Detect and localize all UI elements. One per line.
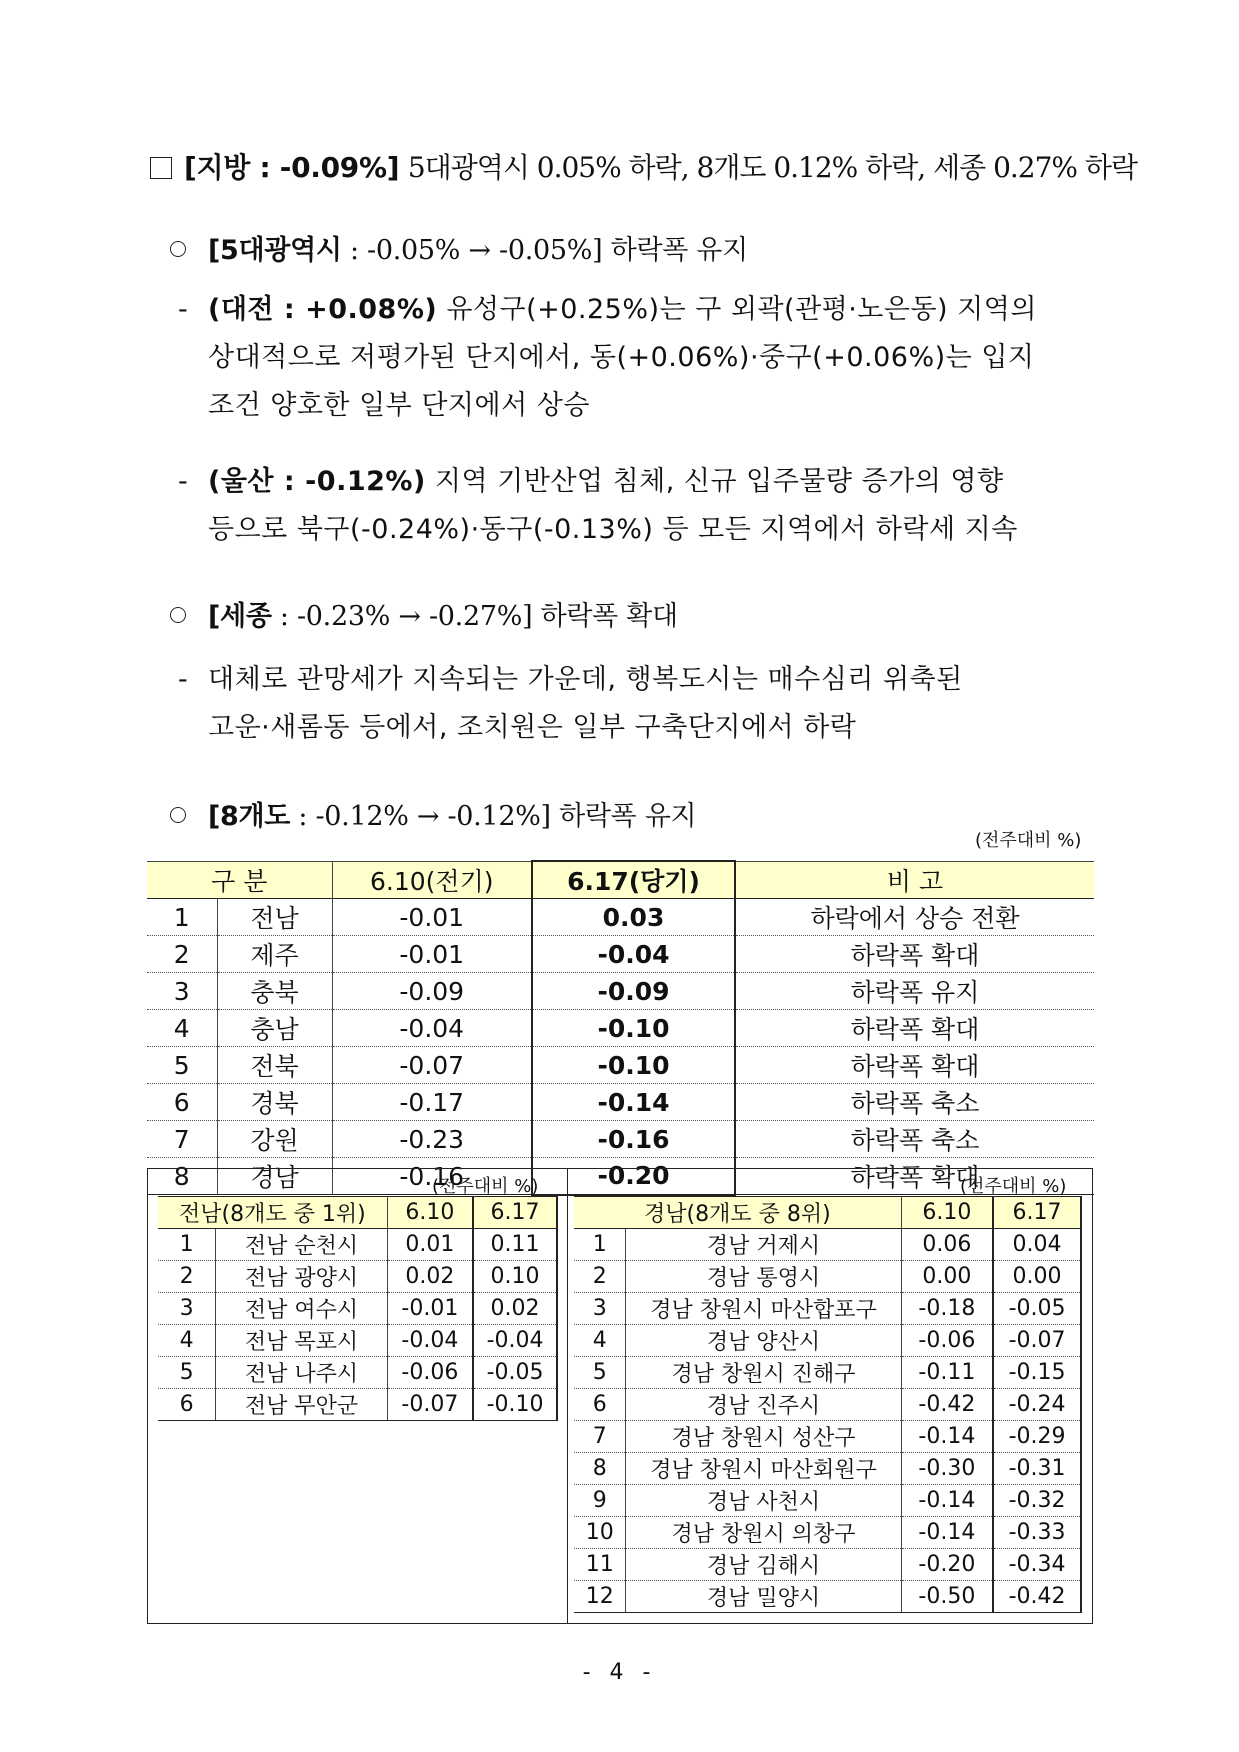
prev-value-cell: 0.02 bbox=[387, 1261, 473, 1293]
cur-value-cell: -0.10 bbox=[532, 1010, 735, 1047]
circle-bullet-icon bbox=[170, 807, 186, 823]
table-row bbox=[574, 1517, 1081, 1549]
gyeongnam-header-title: 경남(8개도 중 8위) bbox=[574, 1197, 901, 1229]
rank-cell: 4 bbox=[574, 1325, 626, 1357]
rank-cell: 11 bbox=[574, 1549, 626, 1581]
table-row bbox=[147, 899, 1094, 936]
city-name-cell: 경남 사천시 bbox=[626, 1485, 901, 1517]
note-cell: 하락폭 축소 bbox=[735, 1084, 1094, 1121]
note-cell: 하락폭 확대 bbox=[735, 1158, 1094, 1195]
table-row bbox=[158, 1357, 557, 1389]
metro-heading bbox=[170, 228, 748, 267]
rank-cell: 8 bbox=[574, 1453, 626, 1485]
table-row bbox=[147, 1047, 1094, 1084]
cur-value-cell: -0.04 bbox=[532, 936, 735, 973]
region-cell: 경북 bbox=[217, 1084, 332, 1121]
rank-cell: 1 bbox=[158, 1229, 216, 1261]
prev-value-cell: -0.14 bbox=[901, 1421, 993, 1453]
cur-value-cell: 0.02 bbox=[473, 1293, 557, 1325]
prev-value-cell: -0.20 bbox=[901, 1549, 993, 1581]
header-cur: 6.17(당기) bbox=[532, 861, 735, 899]
jeonnam-header-prev: 6.10 bbox=[387, 1197, 473, 1229]
table-row bbox=[574, 1293, 1081, 1325]
table-row bbox=[158, 1293, 557, 1325]
table-row bbox=[574, 1357, 1081, 1389]
prev-value-cell: -0.50 bbox=[901, 1581, 993, 1613]
prev-value-cell: -0.07 bbox=[387, 1389, 473, 1421]
sejong-paragraph: - 대체로 관망세가 지속되는 가운데, 행복도시는 매수심리 위축된 고운·새롬동 등에서, 조치원은 일부 구축단지에서 하락 bbox=[178, 656, 1092, 752]
city-name-cell: 전남 목포시 bbox=[216, 1325, 387, 1357]
cur-value-cell: -0.10 bbox=[473, 1389, 557, 1421]
sejong-text: 하락폭 확대 bbox=[540, 601, 678, 632]
prev-value-cell: -0.01 bbox=[387, 1293, 473, 1325]
cur-value-cell: -0.33 bbox=[993, 1517, 1081, 1549]
daejeon-paragraph: - (대전 : +0.08%) 유성구(+0.25%)는 구 외곽(관평·노은동) 지역의 상대적으로 저평가된 단지에서, 동(+0.06%)·중구(+0.06%)는 입지 조건 양호한 일부 단지에서 상승 bbox=[178, 286, 1092, 430]
cur-value-cell: -0.29 bbox=[993, 1421, 1081, 1453]
cur-value-cell: -0.14 bbox=[532, 1084, 735, 1121]
provinces-label: [8개도 bbox=[208, 801, 291, 832]
rank-cell: 2 bbox=[147, 936, 217, 973]
table-row bbox=[158, 1325, 557, 1357]
table-row bbox=[574, 1581, 1081, 1613]
summary-label: [지방 : -0.09%] bbox=[184, 151, 400, 184]
ulsan-line2: 등으로 북구(-0.24%)·동구(-0.13%) 등 모든 지역에서 하락세 지속 bbox=[208, 514, 1018, 545]
provinces-change: : -0.12% → -0.12%] bbox=[298, 801, 551, 832]
rank-cell: 3 bbox=[158, 1293, 216, 1325]
prev-value-cell: -0.06 bbox=[387, 1357, 473, 1389]
note-cell: 하락폭 확대 bbox=[735, 936, 1094, 973]
table-row bbox=[158, 1389, 557, 1421]
gyeongnam-table bbox=[574, 1196, 1082, 1613]
rank-cell: 4 bbox=[158, 1325, 216, 1357]
rank-cell: 5 bbox=[158, 1357, 216, 1389]
rank-cell: 12 bbox=[574, 1581, 626, 1613]
rank-cell: 10 bbox=[574, 1517, 626, 1549]
prev-value-cell: -0.18 bbox=[901, 1293, 993, 1325]
cur-value-cell: -0.09 bbox=[532, 973, 735, 1010]
prev-value-cell: -0.14 bbox=[901, 1517, 993, 1549]
rank-cell: 1 bbox=[147, 899, 217, 936]
city-name-cell: 경남 창원시 마산합포구 bbox=[626, 1293, 901, 1325]
cur-value-cell: -0.16 bbox=[532, 1121, 735, 1158]
header-category: 구 분 bbox=[147, 861, 332, 899]
city-name-cell: 전남 여수시 bbox=[216, 1293, 387, 1325]
provinces-heading bbox=[170, 794, 696, 833]
city-name-cell: 경남 김해시 bbox=[626, 1549, 901, 1581]
unit-label: (전주대비 %) bbox=[975, 830, 1082, 851]
sejong-line1: 대체로 관망세가 지속되는 가운데, 행복도시는 매수심리 위축된 bbox=[208, 664, 963, 695]
daejeon-label: (대전 : +0.08%) bbox=[208, 294, 438, 325]
circle-bullet-icon bbox=[170, 607, 186, 623]
city-name-cell: 전남 무안군 bbox=[216, 1389, 387, 1421]
rank-cell: 4 bbox=[147, 1010, 217, 1047]
cur-value-cell: -0.32 bbox=[993, 1485, 1081, 1517]
prev-value-cell: 0.00 bbox=[901, 1261, 993, 1293]
gyeongnam-unit-label: (전주대비 %) bbox=[960, 1176, 1067, 1197]
provinces-table bbox=[147, 860, 1094, 1196]
ulsan-line1: 지역 기반산업 침체, 신규 입주물량 증가의 영향 bbox=[434, 466, 1004, 497]
header-prev: 6.10(전기) bbox=[332, 861, 532, 899]
city-name-cell: 경남 통영시 bbox=[626, 1261, 901, 1293]
rank-cell: 5 bbox=[574, 1357, 626, 1389]
table-row bbox=[158, 1261, 557, 1293]
rank-cell: 2 bbox=[158, 1261, 216, 1293]
ulsan-paragraph: - (울산 : -0.12%) 지역 기반산업 침체, 신규 입주물량 증가의 영향 등으로 북구(-0.24%)·동구(-0.13%) 등 모든 지역에서 하락세 지속 bbox=[178, 458, 1092, 554]
jeonnam-header-title: 전남(8개도 중 1위) bbox=[158, 1197, 387, 1229]
city-name-cell: 경남 창원시 의창구 bbox=[626, 1517, 901, 1549]
jeonnam-table bbox=[158, 1196, 558, 1421]
city-name-cell: 경남 창원시 마산회원구 bbox=[626, 1453, 901, 1485]
table-row bbox=[147, 1010, 1094, 1047]
table-row bbox=[147, 936, 1094, 973]
prev-value-cell: -0.06 bbox=[901, 1325, 993, 1357]
region-cell: 경남 bbox=[217, 1158, 332, 1195]
prev-value-cell: 0.06 bbox=[901, 1229, 993, 1261]
city-name-cell: 경남 거제시 bbox=[626, 1229, 901, 1261]
prev-value-cell: -0.11 bbox=[901, 1357, 993, 1389]
table-row bbox=[574, 1549, 1081, 1581]
metro-label: [5대광역시 bbox=[208, 235, 342, 266]
cur-value-cell: 0.11 bbox=[473, 1229, 557, 1261]
rank-cell: 8 bbox=[147, 1158, 217, 1195]
table-row bbox=[574, 1261, 1081, 1293]
table-row bbox=[147, 1084, 1094, 1121]
sejong-label: [세종 bbox=[208, 601, 272, 632]
rank-cell: 9 bbox=[574, 1485, 626, 1517]
page-number: - 4 - bbox=[582, 1660, 657, 1685]
cur-value-cell: -0.15 bbox=[993, 1357, 1081, 1389]
cur-value-cell: 0.10 bbox=[473, 1261, 557, 1293]
rank-cell: 3 bbox=[574, 1293, 626, 1325]
sejong-line2: 고운·새롬동 등에서, 조치원은 일부 구축단지에서 하락 bbox=[208, 712, 857, 743]
header-note: 비 고 bbox=[735, 861, 1094, 899]
summary-text: 5대광역시 0.05% 하락, 8개도 0.12% 하락, 세종 0.27% 하락 bbox=[407, 151, 1138, 184]
cur-value-cell: -0.05 bbox=[993, 1293, 1081, 1325]
prev-value-cell: -0.14 bbox=[901, 1485, 993, 1517]
region-cell: 전남 bbox=[217, 899, 332, 936]
cur-value-cell: -0.42 bbox=[993, 1581, 1081, 1613]
table-row bbox=[574, 1421, 1081, 1453]
region-cell: 충남 bbox=[217, 1010, 332, 1047]
rank-cell: 7 bbox=[574, 1421, 626, 1453]
region-cell: 강원 bbox=[217, 1121, 332, 1158]
cur-value-cell: -0.05 bbox=[473, 1357, 557, 1389]
prev-value-cell: -0.04 bbox=[332, 1010, 532, 1047]
table-row bbox=[574, 1485, 1081, 1517]
table-row bbox=[147, 973, 1094, 1010]
cur-value-cell: -0.34 bbox=[993, 1549, 1081, 1581]
sejong-heading bbox=[170, 594, 678, 633]
rank-cell: 2 bbox=[574, 1261, 626, 1293]
table-row bbox=[574, 1389, 1081, 1421]
rank-cell: 7 bbox=[147, 1121, 217, 1158]
cur-value-cell: -0.24 bbox=[993, 1389, 1081, 1421]
checkbox-square-icon bbox=[150, 157, 172, 179]
rank-cell: 6 bbox=[158, 1389, 216, 1421]
circle-bullet-icon bbox=[170, 241, 186, 257]
prev-value-cell: -0.30 bbox=[901, 1453, 993, 1485]
region-cell: 제주 bbox=[217, 936, 332, 973]
note-cell: 하락폭 축소 bbox=[735, 1121, 1094, 1158]
cur-value-cell: 0.00 bbox=[993, 1261, 1081, 1293]
gyeongnam-header-prev: 6.10 bbox=[901, 1197, 993, 1229]
city-name-cell: 경남 창원시 진해구 bbox=[626, 1357, 901, 1389]
cur-value-cell: 0.03 bbox=[532, 899, 735, 936]
table-row bbox=[574, 1453, 1081, 1485]
prev-value-cell: -0.07 bbox=[332, 1047, 532, 1084]
sejong-change: : -0.23% → -0.27%] bbox=[279, 601, 533, 632]
metro-change: : -0.05% → -0.05%] bbox=[349, 235, 603, 266]
rank-cell: 6 bbox=[574, 1389, 626, 1421]
daejeon-line1: 유성구(+0.25%)는 구 외곽(관평·노은동) 지역의 bbox=[446, 294, 1037, 325]
region-cell: 전북 bbox=[217, 1047, 332, 1084]
table-row bbox=[158, 1229, 557, 1261]
region-cell: 충북 bbox=[217, 973, 332, 1010]
rank-cell: 3 bbox=[147, 973, 217, 1010]
prev-value-cell: -0.16 bbox=[332, 1158, 532, 1195]
prev-value-cell: -0.23 bbox=[332, 1121, 532, 1158]
jeonnam-unit-label: (전주대비 %) bbox=[432, 1176, 539, 1197]
ulsan-label: (울산 : -0.12%) bbox=[208, 466, 426, 497]
note-cell: 하락폭 확대 bbox=[735, 1047, 1094, 1084]
city-name-cell: 경남 밀양시 bbox=[626, 1581, 901, 1613]
summary-line bbox=[150, 146, 1137, 186]
cur-value-cell: -0.07 bbox=[993, 1325, 1081, 1357]
prev-value-cell: -0.09 bbox=[332, 973, 532, 1010]
sub-tables-divider bbox=[567, 1168, 568, 1624]
city-name-cell: 경남 양산시 bbox=[626, 1325, 901, 1357]
city-name-cell: 전남 순천시 bbox=[216, 1229, 387, 1261]
table-row bbox=[147, 1121, 1094, 1158]
daejeon-line2: 상대적으로 저평가된 단지에서, 동(+0.06%)·중구(+0.06%)는 입지 bbox=[208, 342, 1035, 373]
daejeon-line3: 조건 양호한 일부 단지에서 상승 bbox=[208, 390, 590, 421]
cur-value-cell: -0.31 bbox=[993, 1453, 1081, 1485]
prev-value-cell: -0.01 bbox=[332, 899, 532, 936]
gyeongnam-header-cur: 6.17 bbox=[993, 1197, 1081, 1229]
city-name-cell: 전남 광양시 bbox=[216, 1261, 387, 1293]
jeonnam-header-cur: 6.17 bbox=[473, 1197, 557, 1229]
city-name-cell: 경남 진주시 bbox=[626, 1389, 901, 1421]
cur-value-cell: -0.04 bbox=[473, 1325, 557, 1357]
prev-value-cell: -0.01 bbox=[332, 936, 532, 973]
rank-cell: 1 bbox=[574, 1229, 626, 1261]
prev-value-cell: 0.01 bbox=[387, 1229, 473, 1261]
rank-cell: 6 bbox=[147, 1084, 217, 1121]
cur-value-cell: 0.04 bbox=[993, 1229, 1081, 1261]
prev-value-cell: -0.17 bbox=[332, 1084, 532, 1121]
table-row bbox=[574, 1325, 1081, 1357]
prev-value-cell: -0.04 bbox=[387, 1325, 473, 1357]
provinces-text: 하락폭 유지 bbox=[559, 801, 697, 832]
rank-cell: 5 bbox=[147, 1047, 217, 1084]
cur-value-cell: -0.20 bbox=[532, 1158, 735, 1195]
metro-text: 하락폭 유지 bbox=[610, 235, 748, 266]
city-name-cell: 경남 창원시 성산구 bbox=[626, 1421, 901, 1453]
city-name-cell: 전남 나주시 bbox=[216, 1357, 387, 1389]
note-cell: 하락에서 상승 전환 bbox=[735, 899, 1094, 936]
cur-value-cell: -0.10 bbox=[532, 1047, 735, 1084]
note-cell: 하락폭 유지 bbox=[735, 973, 1094, 1010]
table-row bbox=[574, 1229, 1081, 1261]
prev-value-cell: -0.42 bbox=[901, 1389, 993, 1421]
note-cell: 하락폭 확대 bbox=[735, 1010, 1094, 1047]
